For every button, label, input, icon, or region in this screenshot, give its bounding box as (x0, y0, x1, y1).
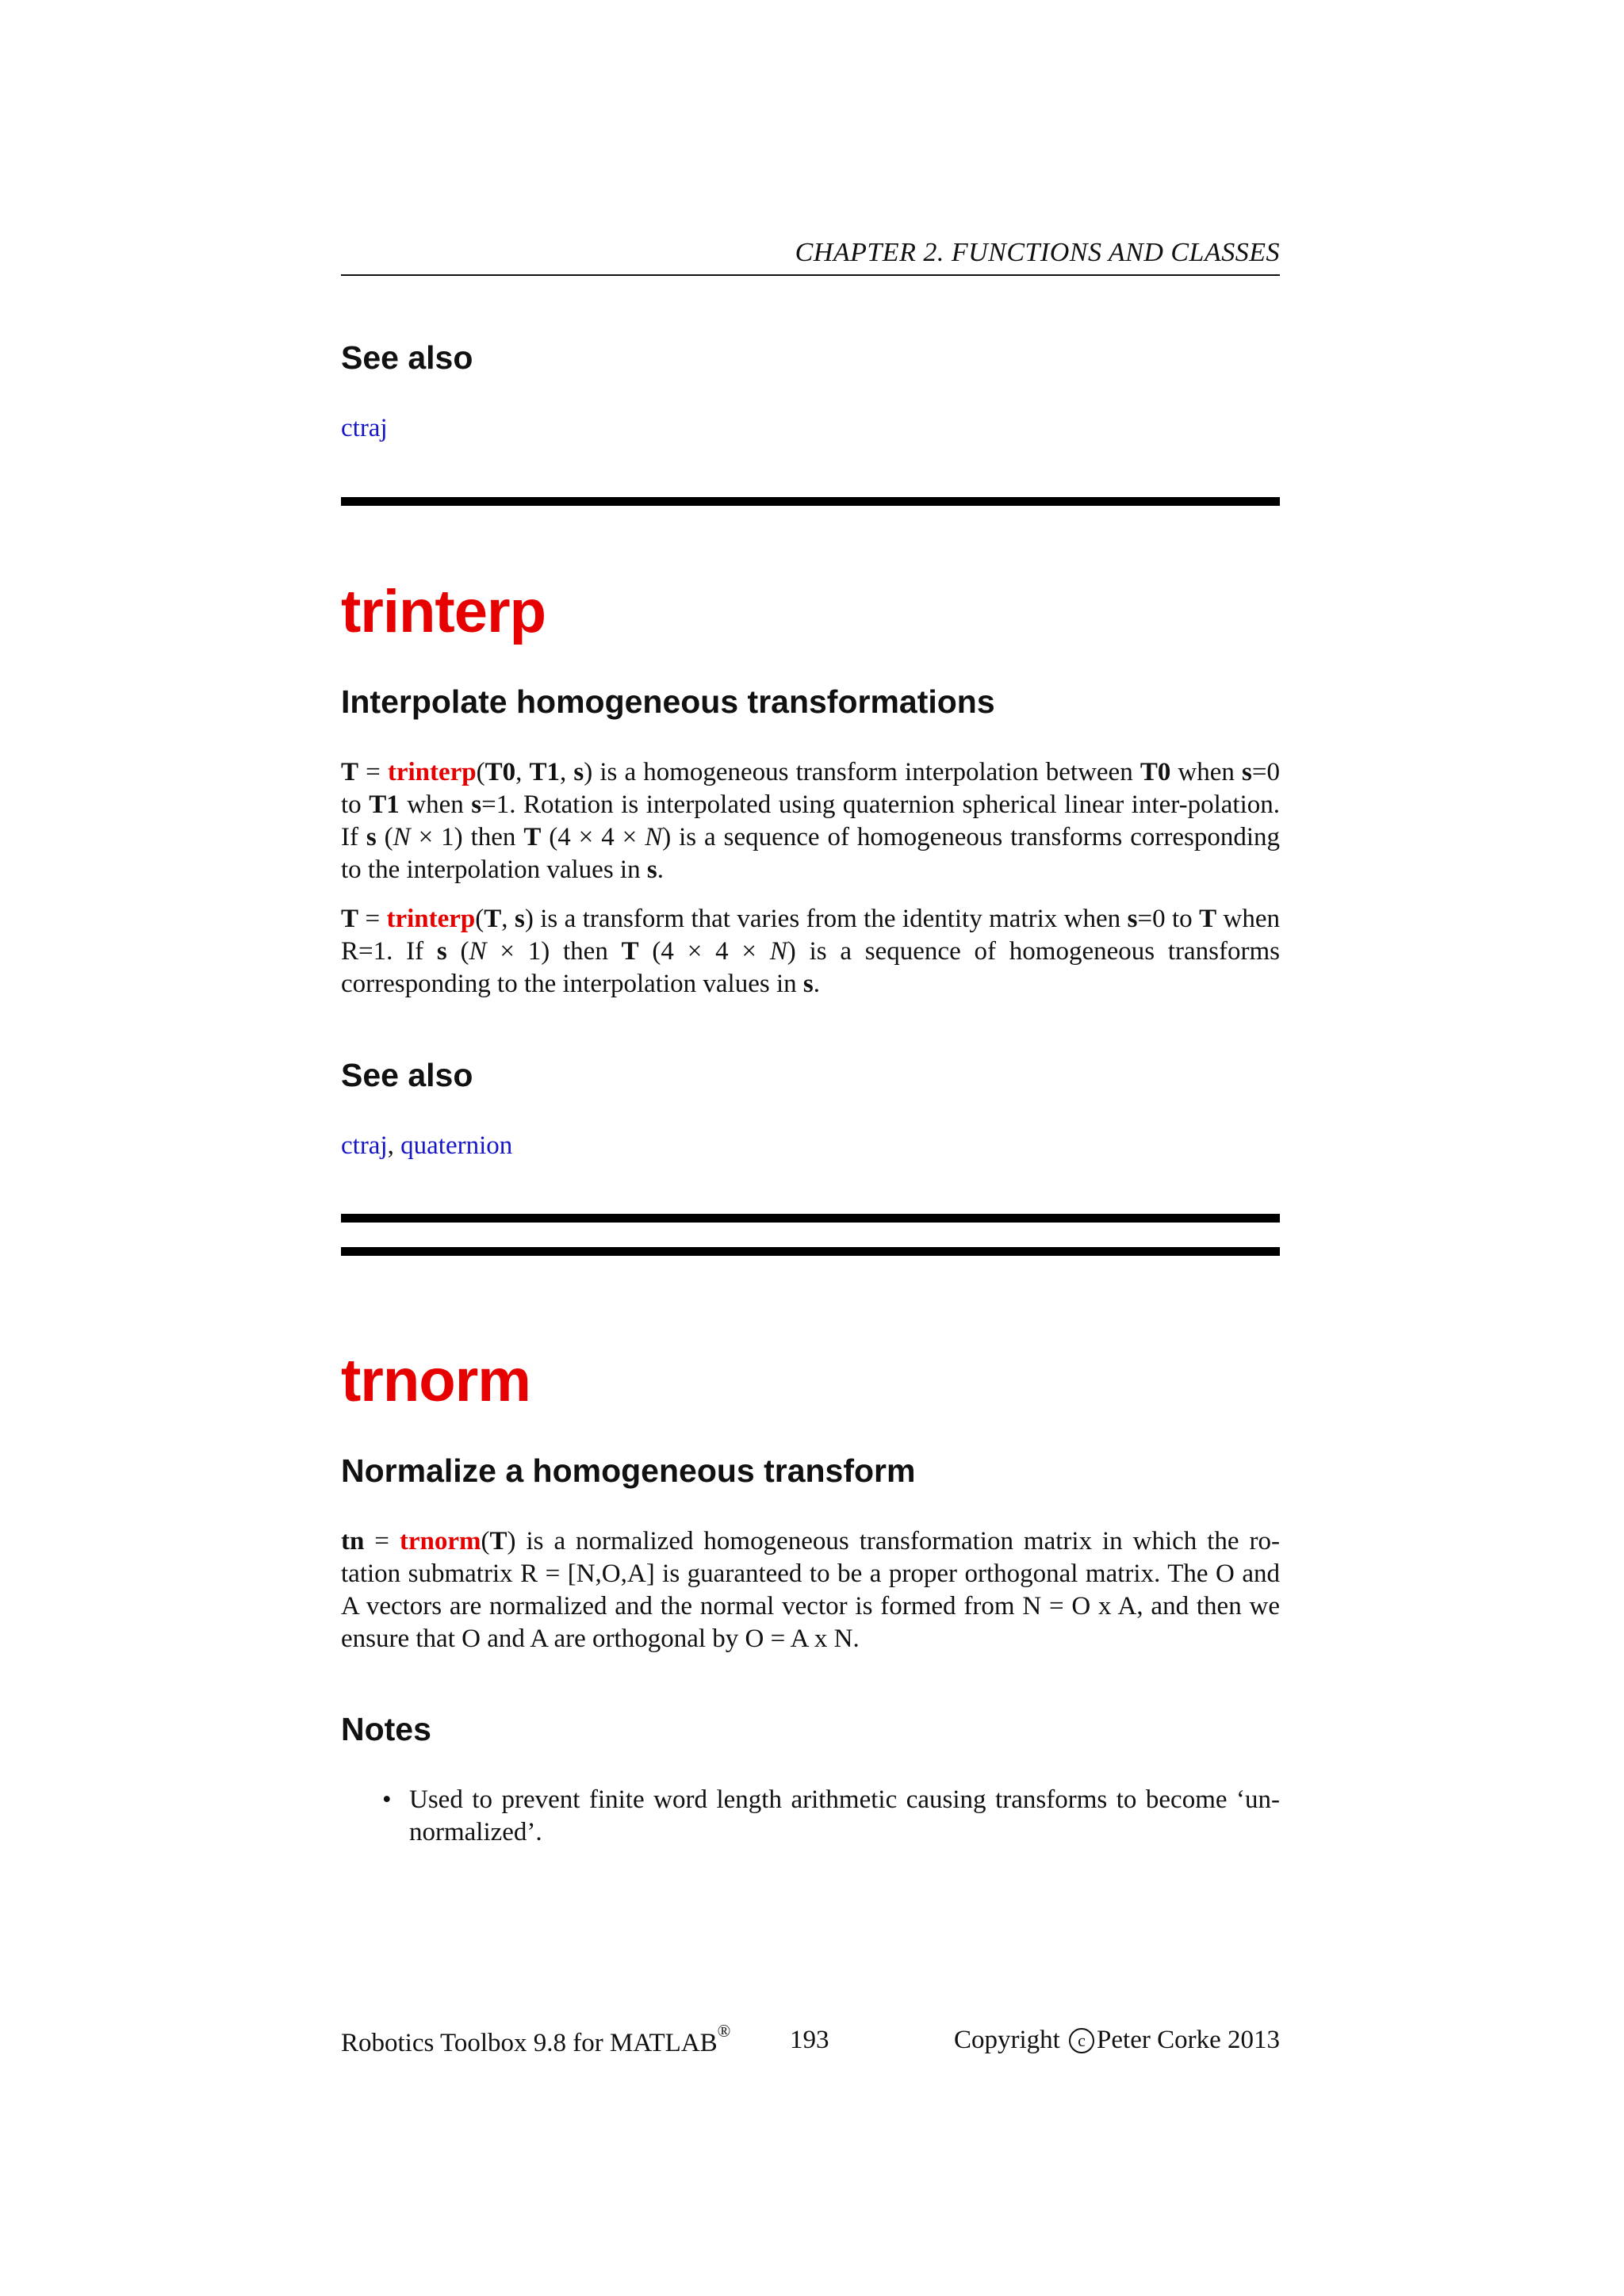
document-page (341, 0, 1280, 2296)
trnorm-description: tn = trnorm(T) is a normalized homogeneous transformation matrix in which the ro-tation submatrix R = [N,O,A] is guaranteed to be a proper orthogonal matrix. The O and A vectors are normalized and the normal vector is formed from N = O x A, and then we ensure that O and A are orthogonal by O = A x N. (341, 1527, 1280, 1653)
section-divider (341, 1247, 1280, 1256)
footer-copyright: Copyright c Peter Corke 2013 (953, 2026, 1280, 2054)
list-item: • Used to prevent finite word length arithmetic causing transforms to become ‘un-normalized’. (382, 1785, 1280, 1846)
trinterp-description-1: T = trinterp(T0, T1, s) is a homogeneous transform interpolation between T0 when s=0 to T1 when s=1. Rotation is interpolated using quaternion spherical linear inter-polation. If s (N × 1) then T (4 × 4 × N) is a sequence of homogeneous transforms corresponding to the interpolation values in s. (341, 758, 1281, 884)
see-also-heading: See also (341, 1057, 473, 1093)
link-ctraj[interactable]: ctraj (341, 414, 388, 442)
notes-list (341, 1784, 1280, 1849)
see-also-links: ctraj, quaternion (341, 1131, 513, 1160)
running-head: CHAPTER 2. FUNCTIONS AND CLASSES (795, 238, 1280, 267)
function-title-trnorm: trnorm (341, 1347, 530, 1414)
function-title-trinterp: trinterp (341, 578, 546, 645)
function-subtitle-trnorm: Normalize a homogeneous transform (341, 1452, 916, 1489)
copyright-icon: c (1069, 2028, 1094, 2053)
function-subtitle-trinterp: Interpolate homogeneous transformations (341, 683, 995, 720)
see-also-links (341, 414, 388, 443)
header-rule (341, 274, 1280, 276)
footer-title: Robotics Toolbox 9.8 for MATLAB® (341, 2021, 731, 2057)
section-divider (341, 1214, 1280, 1223)
page-number: 193 (790, 2026, 829, 2054)
page-footer (341, 2021, 1280, 2065)
see-also-heading: See also (341, 339, 473, 376)
link-quaternion[interactable]: quaternion (400, 1131, 513, 1160)
link-ctraj[interactable]: ctraj (341, 1131, 388, 1160)
bullet-icon: • (382, 1785, 392, 1814)
notes-heading: Notes (341, 1711, 431, 1747)
trinterp-description-2: T = trinterp(T, s) is a transform that varies from the identity matrix when s=0 to T when R=1. If s (N × 1) then T (4 × 4 × N) is a sequence of homogeneous transforms corresponding to the interpolation values in s. (341, 905, 1281, 998)
section-divider (341, 497, 1280, 506)
